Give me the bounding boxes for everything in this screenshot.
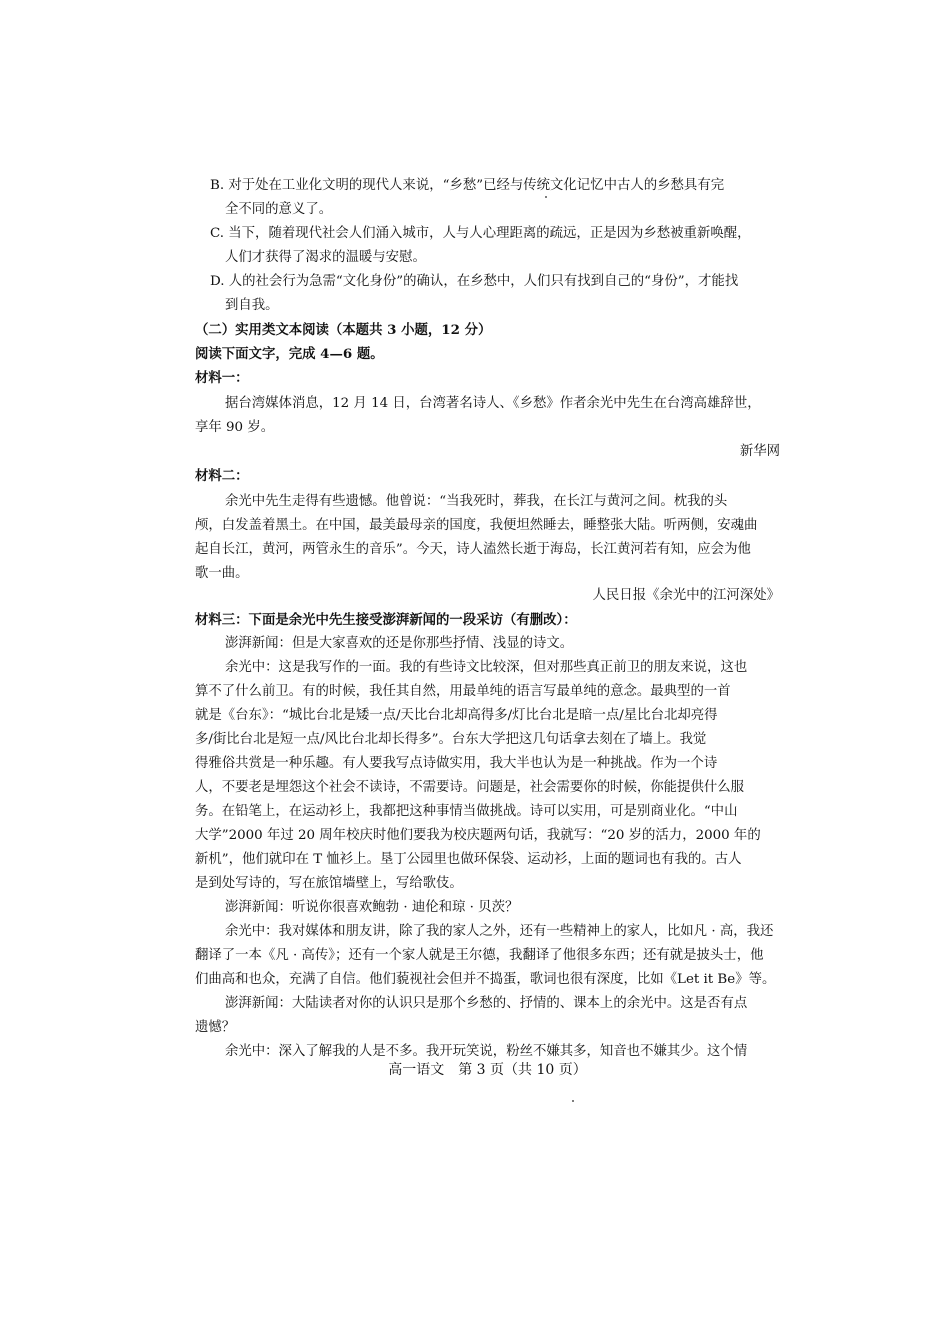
interview-line: 澎湃新闻：大陆读者对你的认识只是那个乡愁的、抒情的、课本上的余光中。这是否有点 (225, 996, 748, 1011)
material2-source: 人民日报《余光中的江河深处》 (592, 588, 780, 603)
material1-source: 新华网 (739, 444, 780, 459)
option-d-line2: 到自我。 (225, 298, 279, 313)
scan-speck (545, 196, 547, 198)
material1-label: 材料一： (195, 370, 249, 386)
interview-line: 是到处写诗的，写在旅馆墙壁上，写给歌伎。 (195, 876, 463, 891)
section-instruction: 阅读下面文字，完成 4—6 题。 (195, 346, 384, 362)
interview-line: 就是《台东》：“城比台北是矮一点/天比台北却高得多/灯比台北是暗一点/星比台北却亮得 (195, 708, 718, 723)
option-b-line1: B. 对于处在工业化文明的现代人来说，“乡愁”已经与传统文化记忆中古人的乡愁具有完 (210, 178, 725, 193)
section-heading: （二）实用类文本阅读（本题共 3 小题，12 分） (195, 322, 492, 338)
exam-page (195, 0, 780, 1344)
material2-line: 余光中先生走得有些遗憾。他曾说：“当我死时，葬我，在长江与黄河之间。枕我的头 (225, 494, 728, 509)
interview-line: 得雅俗共赏是一种乐趣。有人要我写点诗做实用，我大半也认为是一种挑战。作为一个诗 (195, 756, 718, 771)
option-d-line1: D. 人的社会行为急需“文化身份”的确认，在乡愁中，人们只有找到自己的“身份”，才能找 (210, 274, 739, 289)
interview-line: 多/街比台北是短一点/风比台北却长得多”。台东大学把这几句话拿去刻在了墙上。我觉 (195, 732, 707, 747)
interview-line: 澎湃新闻：但是大家喜欢的还是你那些抒情、浅显的诗文。 (225, 636, 574, 651)
material1-line: 享年 90 岁。 (195, 420, 275, 435)
material1-line: 据台湾媒体消息，12 月 14 日，台湾著名诗人、《乡愁》作者余光中先生在台湾高雄辞世， (225, 396, 761, 411)
scan-speck (572, 1100, 574, 1102)
page-footer: 高一语文 第 3 页（共 10 页） (388, 1062, 587, 1078)
material3-label: 材料三：下面是余光中先生接受澎湃新闻的一段采访（有删改）： (195, 612, 577, 628)
interview-line: 翻译了一本《凡 · 高传》；还有一个家人就是王尔德，我翻译了他很多东西；还有就是披头士，他 (195, 948, 764, 963)
interview-line: 们曲高和也众，充满了自信。他们藐视社会但并不捣蛋，歌词也很有深度，比如《Let it Be》等。 (195, 972, 776, 987)
material2-line: 歌一曲。 (195, 566, 249, 581)
option-c-line1: C. 当下，随着现代社会人们涌入城市，人与人心理距离的疏远，正是因为乡愁被重新唤醒， (210, 226, 751, 241)
material2-line: 颅，白发盖着黑土。在中国，最美最母亲的国度，我便坦然睡去，睡整张大陆。听两侧，安魂曲 (195, 518, 758, 533)
interview-line: 新机”，他们就印在 T 恤衫上。垦丁公园里也做环保袋、运动衫，上面的题词也有我的。古人 (195, 852, 742, 867)
interview-line: 人，不要老是埋怨这个社会不读诗，不需要诗。问题是，社会需要你的时候，你能提供什么服 (195, 780, 745, 795)
interview-line: 余光中：深入了解我的人是不多。我开玩笑说，粉丝不嫌其多，知音也不嫌其少。这个情 (225, 1044, 748, 1059)
interview-line: 遗憾？ (195, 1020, 236, 1035)
option-c-line2: 人们才获得了渴求的温暖与安慰。 (225, 250, 426, 265)
interview-line: 务。在铅笔上，在运动衫上，我都把这种事情当做挑战。诗可以实用，可是别商业化。“中山 (195, 804, 738, 819)
material2-line: 起自长江，黄河，两管永生的音乐”。今天，诗人溘然长逝于海岛，长江黄河若有知，应会为他 (195, 542, 751, 557)
interview-line: 算不了什么前卫。有的时候，我任其自然，用最单纯的语言写最单纯的意念。最典型的一首 (195, 684, 731, 699)
material2-label: 材料二： (195, 468, 249, 484)
interview-line: 余光中：我对媒体和朋友讲，除了我的家人之外，还有一些精神上的家人，比如凡 · 高，我还 (225, 924, 774, 939)
interview-line: 余光中：这是我写作的一面。我的有些诗文比较深，但对那些真正前卫的朋友来说，这也 (225, 660, 748, 675)
option-b-line2: 全不同的意义了。 (225, 202, 333, 217)
interview-line: 大学”2000 年过 20 周年校庆时他们要我为校庆题两句话，我就写：“20 岁的活力，2000 年的 (195, 828, 761, 843)
interview-line: 澎湃新闻：听说你很喜欢鲍勃 · 迪伦和琼 · 贝茨？ (225, 900, 519, 915)
